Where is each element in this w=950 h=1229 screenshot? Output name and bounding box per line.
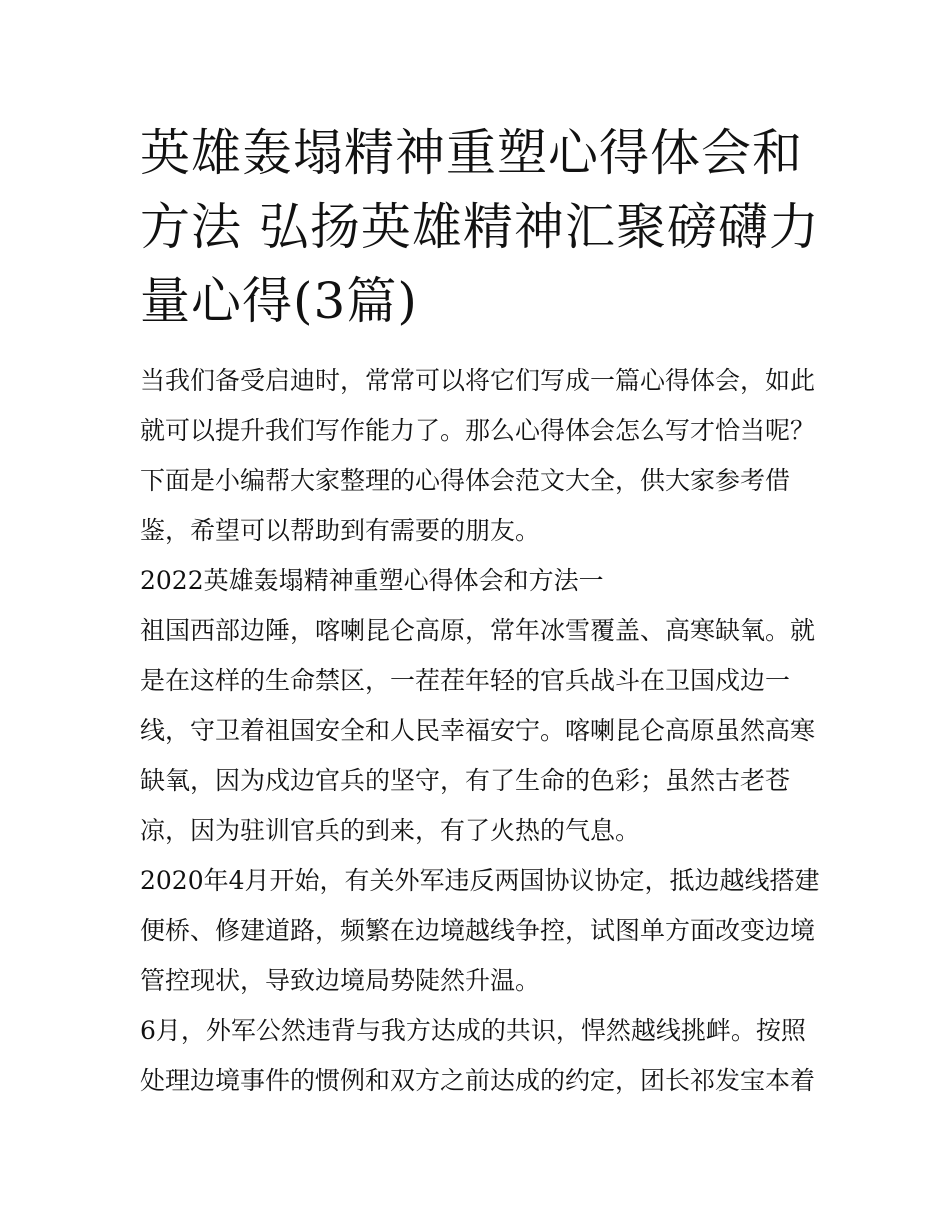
body-paragraph: 2020年4月开始，有关外军违反两国协议协定，抵边越线搭建便桥、修建道路，频繁在边境越线争控，试图单方面改变边境管控现状，导致边境局势陡然升温。: [140, 866, 820, 995]
document-body: [140, 356, 820, 1106]
body-paragraph: 祖国西部边陲，喀喇昆仑高原，常年冰雪覆盖、高寒缺氧。就是在这样的生命禁区，一茬茬年轻的官兵战斗在卫国戍边一线，守卫着祖国安全和人民幸福安宁。喀喇昆仑高原虽然高寒缺氧，因为戍边官兵的坚守，有了生命的色彩；虽然古老苍凉，因为驻训官兵的到来，有了火热的气息。: [140, 616, 816, 845]
intro-paragraph: 当我们备受启迪时，常常可以将它们写成一篇心得体会，如此就可以提升我们写作能力了。那么心得体会怎么写才恰当呢？下面是小编帮大家整理的心得体会范文大全，供大家参考借鉴，希望可以帮助到有需要的朋友。: [140, 366, 816, 545]
section-heading: 2022英雄轰塌精神重塑心得体会和方法一: [140, 566, 604, 595]
document-title: 英雄轰塌精神重塑心得体会和方法 弘扬英雄精神汇聚磅礴力量心得(3篇): [140, 124, 820, 330]
body-paragraph: 6月，外军公然违背与我方达成的共识，悍然越线挑衅。按照处理边境事件的惯例和双方之前达成的约定，团长祁发宝本着: [140, 1016, 816, 1095]
